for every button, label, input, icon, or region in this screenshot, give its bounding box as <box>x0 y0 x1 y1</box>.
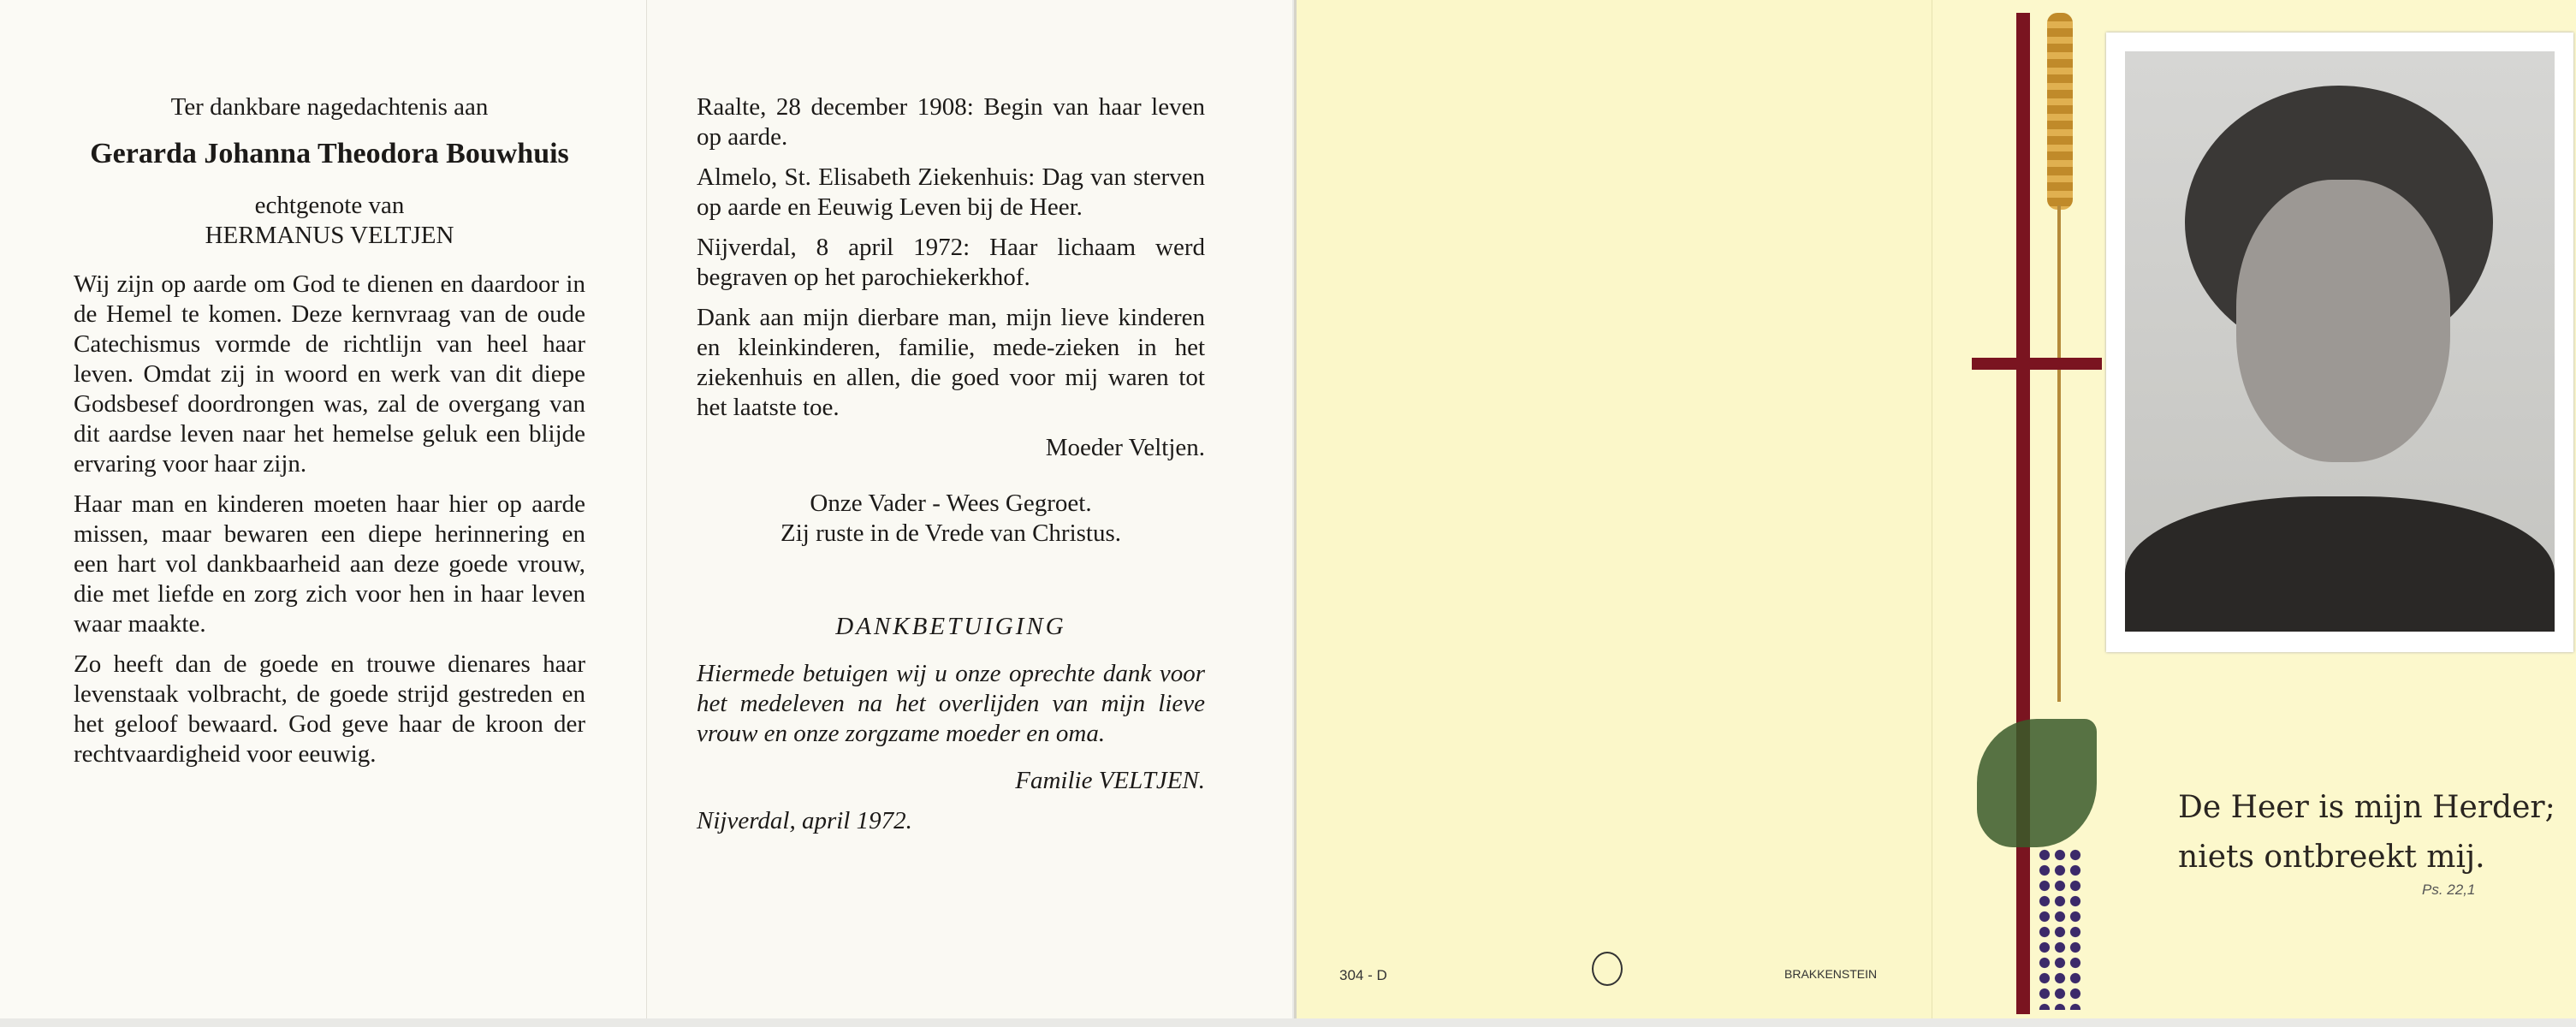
thanks-text: Hiermede betuigen wij u onze oprechte dank voor het medeleven na het overlijden van mijn lieve vrouw en onze zorgzame moeder en oma. <box>697 660 1205 747</box>
quote-line: De Heer is mijn Herder; <box>2178 790 2555 825</box>
intro: Ter dankbare nagedachtenis aan <box>170 93 489 121</box>
prayer: Zij ruste in de Vrede van Christus. <box>780 519 1121 547</box>
thanks-title: DANKBETUIGING <box>835 613 1066 640</box>
prayer: Onze Vader - Wees Gegroet. <box>810 490 1092 517</box>
wheat-stalk <box>2057 205 2061 702</box>
place-date: Nijverdal, april 1972. <box>697 807 912 834</box>
paragraph: Dank aan mijn dierbare man, mijn lieve kinderen en kleinkinderen, familie, mede-zieken in het ziekenhuis en allen, die goed voor mij waren tot het laatste toe. <box>697 304 1205 421</box>
cross-icon <box>2016 13 2030 1014</box>
bible-quote <box>2178 783 2555 882</box>
quote-reference: Ps. 22,1 <box>2422 882 2476 898</box>
wheat-illustration <box>2047 13 2073 210</box>
vine-leaves-illustration <box>1977 719 2097 847</box>
card-code: 304 - D <box>1339 967 1387 983</box>
quote-line: niets ontbreekt mij. <box>2178 840 2485 875</box>
inner-right-panel <box>646 0 1292 1018</box>
thanks-signature: Familie VELTJEN. <box>1015 767 1205 794</box>
paragraph: Zo heeft dan de goede en trouwe dienares haar levenstaak volbracht, de goede strijd gestreden en het geloof bewaard. God geve haar de kroon der rechtvaardigheid voor eeuwig. <box>74 650 585 768</box>
publisher-logo <box>1592 952 1623 986</box>
back-cover <box>1294 0 1932 1018</box>
paragraph: Nijverdal, 8 april 1972: Haar lichaam werd begraven op het parochiekerkhof. <box>697 234 1205 291</box>
cross-beam <box>1972 358 2102 370</box>
signature: Moeder Veltjen. <box>1045 434 1205 461</box>
life-text <box>697 92 1205 836</box>
spouse-name: HERMANUS VELTJEN <box>205 222 454 249</box>
obituary-text <box>74 92 585 780</box>
portrait-photo <box>2106 33 2573 652</box>
publisher-name: BRAKKENSTEIN <box>1784 967 1878 981</box>
paragraph: Haar man en kinderen moeten haar hier op aarde missen, maar bewaren een diepe herinnering en een hart vol dankbaarheid aan deze goede vrouw, die met liefde en zorg zich voor hen in haar leven waar maakte. <box>74 490 585 638</box>
inner-left-panel <box>0 0 646 1018</box>
paragraph: Raalte, 28 december 1908: Begin van haar leven op aarde. <box>697 93 1205 151</box>
paragraph: Wij zijn op aarde om God te dienen en daardoor in de Hemel te komen. Deze kernvraag van de oude Catechismus vormde de richtlijn van heel haar leven. Omdat zij in woord en werk van dit diepe Godsbesef doordrongen was, zal de overgang van dit aardse leven naar het hemelse geluk een blijde ervaring voor haar zijn. <box>74 270 585 478</box>
grapes-illustration <box>2037 847 2085 1010</box>
paragraph: Almelo, St. Elisabeth Ziekenhuis: Dag van sterven op aarde en Eeuwig Leven bij de Heer. <box>697 163 1205 221</box>
deceased-name: Gerarda Johanna Theodora Bouwhuis <box>90 138 569 169</box>
spouse-label: echtgenote van <box>254 192 405 219</box>
